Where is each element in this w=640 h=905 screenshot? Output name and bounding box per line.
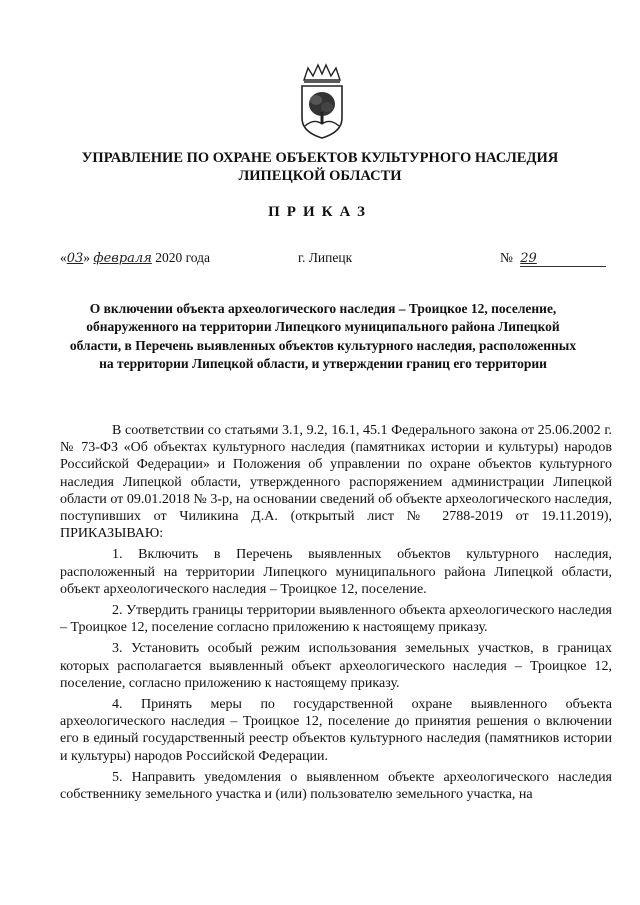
date-day: 03 (66, 251, 84, 266)
number-value: 29 (520, 251, 537, 266)
date-year: 2020 года (155, 250, 211, 265)
body-paragraph: 3. Установить особый режим использования земельных участков, в границах которых располагается выявленный объект археологического наследия – Троицкое 12, поселение, согласно приложению к настоящему приказу. (60, 641, 612, 691)
date-month: февраля (93, 251, 152, 266)
document-title: О включении объекта археологического наследия – Троицкое 12, поселение, обнаруженного на территории Липецкого муниципального района Липецкой области, в Перечень выявленных объектов культурного наследия, расположенных на территории Липецкой области, и утверждении границ его территории (69, 301, 577, 371)
document-body (60, 422, 612, 807)
organization-name (40, 149, 600, 185)
date-close-quote: » (83, 250, 91, 265)
body-paragraph: 1. Включить в Перечень выявленных объектов культурного наследия, расположенный на территории Липецкого муниципального района Липецкой области, объект археологического наследия – Троицкое 12, поселение. (60, 547, 612, 597)
document-city: г. Липецк (298, 250, 353, 265)
document-number (500, 250, 606, 267)
body-paragraph: 5. Направить уведомления о выявленном объекте археологического наследия собственнику земельного участка и (или) пользователю земельного участка, на (60, 769, 612, 803)
org-line-1: УПРАВЛЕНИЕ ПО ОХРАНЕ ОБЪЕКТОВ КУЛЬТУРНОГО НАСЛЕДИЯ (81, 150, 559, 166)
number-line (520, 250, 606, 267)
coat-of-arms-icon (296, 62, 348, 142)
date-open-quote: « (60, 250, 67, 265)
body-paragraph: 4. Принять меры по государственной охране выявленного объекта археологического наследия – Троицкое 12, поселение до принятия решения о включении его в единый государственный реестр объектов культурного наследия (памятников истории и культуры) народов Российской Федерации. (60, 697, 612, 764)
document-date (60, 250, 210, 266)
document-meta (0, 250, 640, 272)
body-paragraph: 2. Утвердить границы территории выявленного объекта археологического наследия – Троицкое 12, поселение согласно приложению к настоящему приказу. (60, 603, 612, 636)
body-paragraph: В соответствии со статьями 3.1, 9.2, 16.1, 45.1 Федерального закона от 25.06.2002 г. № 73-ФЗ «Об объектах культурного наследия (памятниках истории и культуры) народов Российской Федерации» и Положения об управлении по охране объектов культурного наследия Липецкой области, утвержденного распоряжением администрации Липецкой области от 09.01.2018 № 3-р, на основании сведений об объекте археологического наследия, поступивших от Чиликина Д.А. (открытый лист № 2788-2019 от 19.11.2019), ПРИКАЗЫВАЮ: (60, 423, 612, 542)
number-label: № (500, 250, 513, 265)
org-line-2: ЛИПЕЦКОЙ ОБЛАСТИ (238, 168, 402, 184)
document-type: ПРИКАЗ (268, 204, 372, 220)
